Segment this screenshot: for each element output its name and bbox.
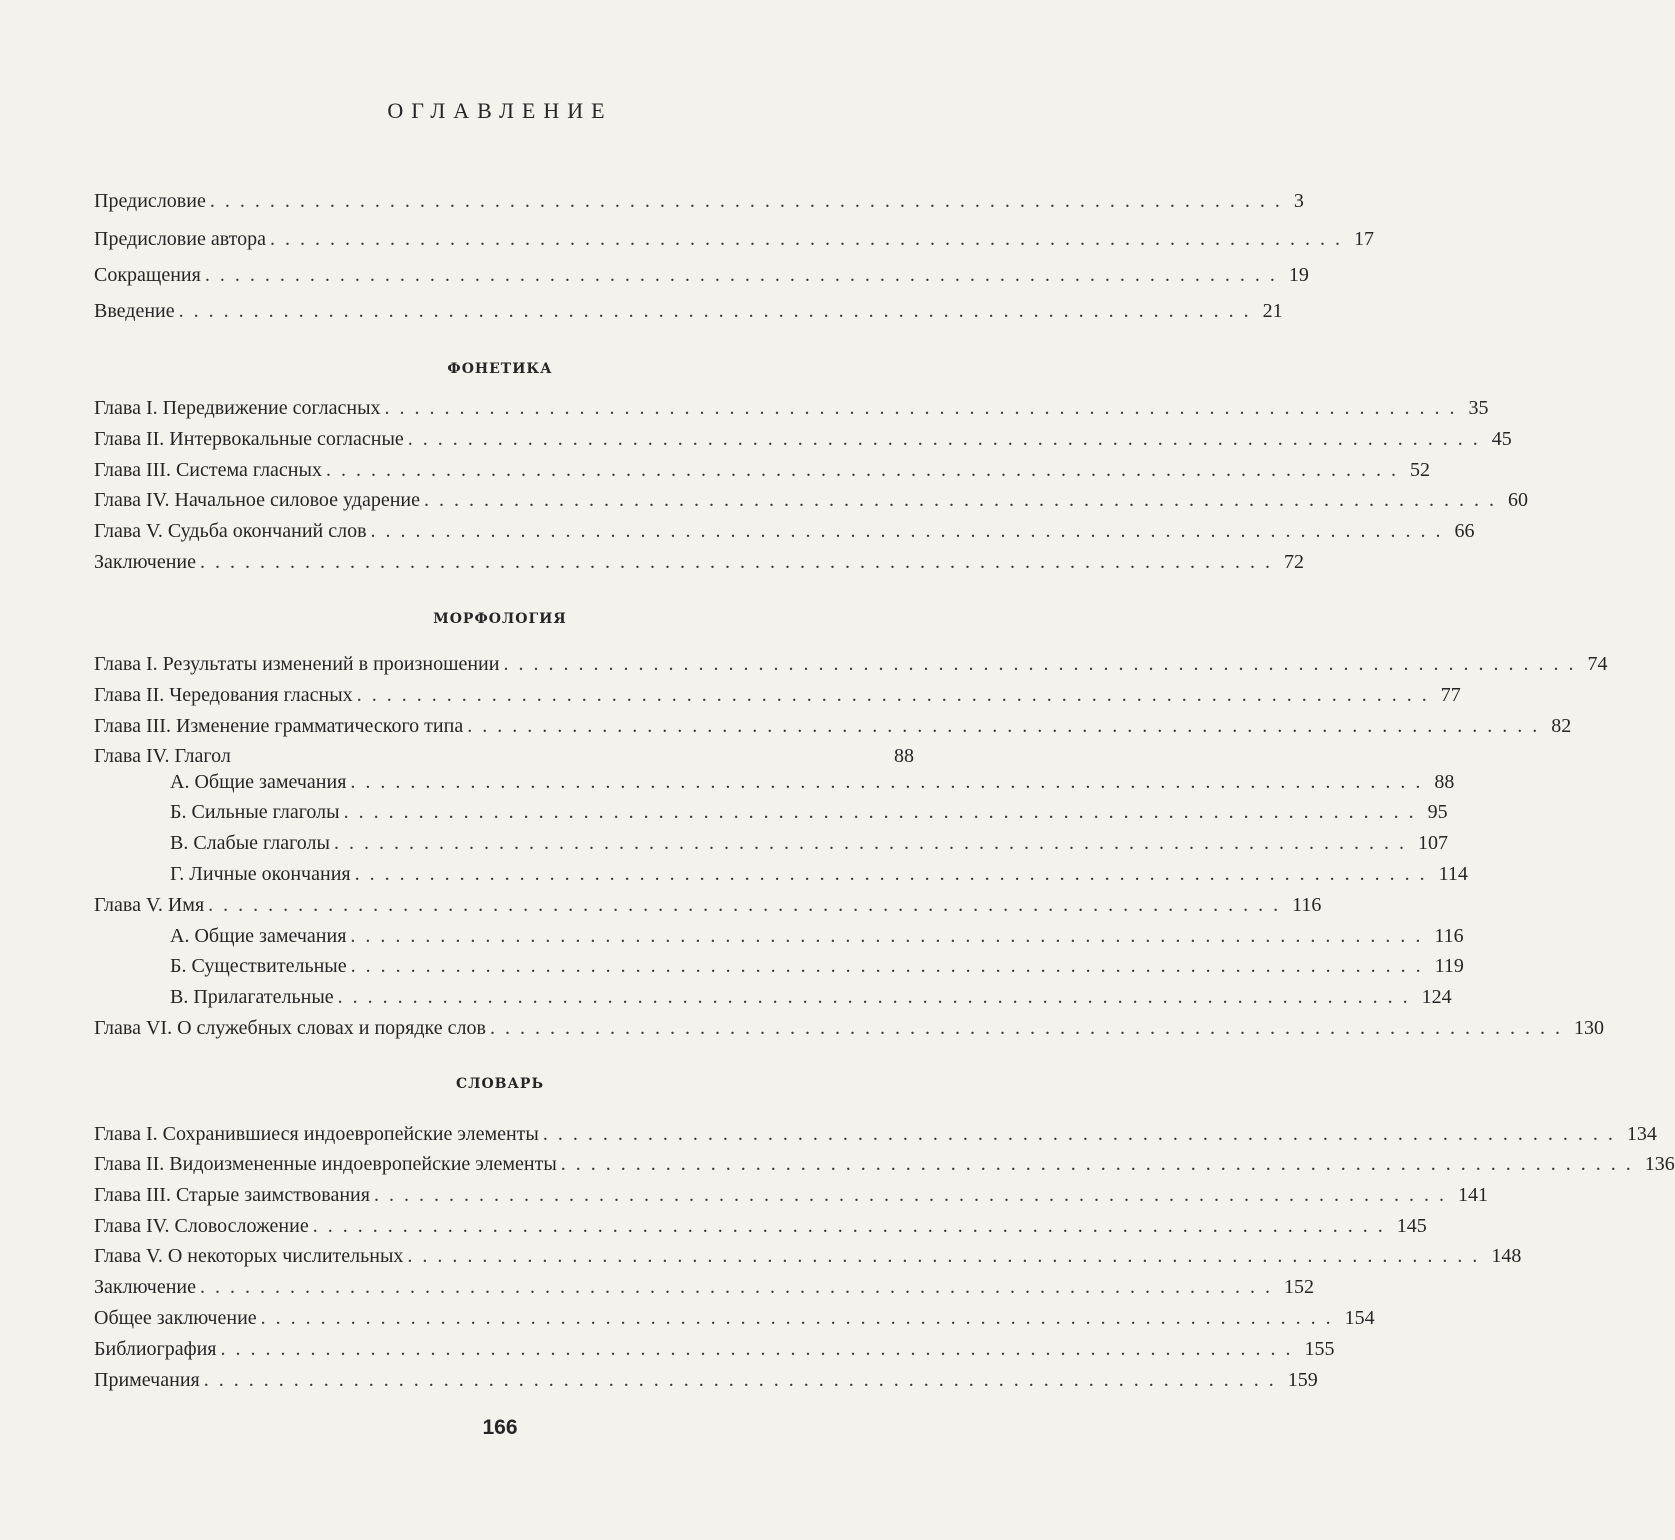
toc-entry-title: Глава I. Результаты изменений в произношении: [94, 653, 500, 675]
toc-entry-page: 130: [1573, 1017, 1604, 1039]
toc-entry-page: 45: [1491, 428, 1512, 450]
toc-entry-page: 17: [1354, 228, 1374, 250]
toc-entry: [94, 1274, 1314, 1300]
toc-entry: [94, 651, 1608, 677]
toc-entry: [94, 262, 1309, 288]
toc-entry: [94, 1213, 1427, 1239]
toc-entry: [94, 682, 1461, 708]
leader-dots: ........................................................................: [542, 1123, 1623, 1145]
toc-entry: [94, 1121, 1657, 1147]
section-heading-morphology: МОРФОЛОГИЯ: [433, 611, 567, 627]
toc-entry-title: А. Общие замечания: [170, 925, 347, 947]
toc-entry-title: В. Прилагательные: [170, 986, 334, 1008]
toc-entry: [94, 743, 914, 769]
toc-subentry: [170, 769, 1455, 795]
toc-entry-page: 21: [1262, 300, 1283, 322]
toc-entry-page: 134: [1626, 1123, 1657, 1145]
toc-entry-title: Глава IV. Начальное силовое ударение: [94, 489, 420, 511]
leader-dots: ........................................................................: [208, 894, 1289, 916]
leader-dots: ........................................................................: [354, 863, 1435, 885]
toc-entry-title: Глава IV. Глагол: [94, 745, 231, 767]
toc-entry: [94, 457, 1430, 483]
toc-entry: [94, 188, 1304, 214]
toc-entry-page: 148: [1491, 1245, 1522, 1267]
toc-entry-title: Примечания: [94, 1369, 200, 1391]
toc-entry-page: 119: [1434, 955, 1464, 977]
toc-entry-page: 52: [1409, 459, 1430, 481]
toc-entry-title: Глава III. Система гласных: [94, 459, 322, 481]
toc-entry-title: Глава V. О некоторых числительных: [94, 1245, 404, 1267]
section-heading-phonetics: ФОНЕТИКА: [447, 361, 553, 377]
toc-entry-title: Г. Личные окончания: [170, 863, 351, 885]
toc-entry-title: Предисловие: [94, 190, 206, 212]
leader-dots: ........................................................................: [407, 1245, 1488, 1267]
toc-entry-page: 19: [1288, 264, 1309, 286]
toc-entry-page: 3: [1293, 190, 1304, 212]
leader-dots: ........................................................................: [333, 832, 1414, 854]
toc-subentry: [170, 861, 1468, 887]
toc-entry-page: 124: [1421, 986, 1452, 1008]
toc-entry: [94, 892, 1322, 918]
toc-entry-title: Глава II. Интервокальные согласные: [94, 428, 404, 450]
toc-entry: [94, 1367, 1318, 1393]
toc-entry: [94, 298, 1283, 324]
toc-entry-page: 35: [1468, 397, 1489, 419]
toc-entry-page: 145: [1396, 1215, 1427, 1237]
toc-entry-title: Глава I. Передвижение согласных: [94, 397, 381, 419]
toc-entry: [94, 549, 1304, 575]
toc-entry: [94, 1336, 1335, 1362]
page-number: 166: [482, 1416, 518, 1439]
toc-entry: [94, 1305, 1375, 1331]
toc-entry: [94, 1151, 1675, 1177]
toc-entry-page: 107: [1417, 832, 1448, 854]
toc-entry-title: Общее заключение: [94, 1307, 257, 1329]
toc-entry-title: Глава V. Судьба окончаний слов: [94, 520, 367, 542]
leader-dots: ........................................................................: [200, 1276, 1280, 1298]
leader-dots: ........................................................................: [178, 300, 1259, 322]
toc-entry-title: Глава V. Имя: [94, 894, 205, 916]
leader-dots: ........................................................................: [220, 1338, 1301, 1360]
leader-dots: ........................................................................: [373, 1184, 1454, 1206]
leader-dots: ........................................................................: [407, 428, 1488, 450]
toc-entry-page: 116: [1292, 894, 1322, 916]
toc-entry-page: 88: [1434, 771, 1455, 793]
toc-entry-title: Глава I. Сохранившиеся индоевропейские элементы: [94, 1123, 539, 1145]
toc-entry: [94, 226, 1374, 252]
toc-entry: [94, 487, 1528, 513]
page-title: ОГЛАВЛЕНИЕ: [387, 98, 613, 123]
toc-entry: [94, 1182, 1488, 1208]
toc-entry-title: Предисловие автора: [94, 228, 266, 250]
leader-dots: ........................................................................: [325, 459, 1406, 481]
leader-dots: ........................................................................: [424, 489, 1504, 511]
toc-entry-title: Глава II. Видоизмененные индоевропейские элементы: [94, 1153, 557, 1175]
leader-dots: ........................................................................: [204, 264, 1285, 286]
toc-entry-page: 82: [1551, 715, 1572, 737]
leader-dots: ........................................................................: [370, 520, 1451, 542]
leader-dots: ........................................................................: [356, 684, 1437, 706]
toc-entry-title: Глава III. Старые заимствования: [94, 1184, 370, 1206]
toc-entry-title: В. Слабые глаголы: [170, 832, 330, 854]
toc-entry-page: 114: [1438, 863, 1468, 885]
leader-dots: ........................................................................: [209, 190, 1290, 212]
toc-entry-page: 141: [1457, 1184, 1488, 1206]
toc-entry-page: 60: [1508, 489, 1528, 511]
toc-subentry: [170, 830, 1448, 856]
toc-entry-title: Глава II. Чередования гласных: [94, 684, 353, 706]
toc-entry-title: Библиография: [94, 1338, 217, 1360]
leader-dots: ........................................................................: [560, 1153, 1641, 1175]
toc-entry-title: Б. Сильные глаголы: [170, 801, 340, 823]
toc-entry-page: 155: [1304, 1338, 1335, 1360]
toc-entry-title: Введение: [94, 300, 175, 322]
leader-dots: ........................................................................: [260, 1307, 1341, 1329]
leader-dots: ........................................................................: [343, 801, 1424, 823]
leader-dots: ........................................................................: [489, 1017, 1570, 1039]
toc-subentry: [170, 984, 1452, 1010]
toc-entry-title: Б. Существительные: [170, 955, 347, 977]
toc-entry: [94, 426, 1512, 452]
toc-subentry: [170, 923, 1464, 949]
toc-entry-title: Сокращения: [94, 264, 201, 286]
toc-entry-title: Заключение: [94, 1276, 196, 1298]
toc-entry-title: Глава III. Изменение грамматического типа: [94, 715, 464, 737]
toc-entry-page: 159: [1287, 1369, 1318, 1391]
leader-dots: ........................................................................: [337, 986, 1418, 1008]
leader-dots: ........................................................................: [503, 653, 1584, 675]
section-heading-vocabulary: СЛОВАРЬ: [455, 1076, 545, 1092]
toc-entry-title: Заключение: [94, 551, 196, 573]
toc-entry: [94, 518, 1475, 544]
toc-entry-page: 154: [1344, 1307, 1375, 1329]
toc-entry-title: Глава VI. О служебных словах и порядке слов: [94, 1017, 486, 1039]
toc-entry-page: 74: [1587, 653, 1608, 675]
toc-entry-page: 152: [1284, 1276, 1314, 1298]
leader-dots: ........................................................................: [270, 228, 1350, 250]
leader-dots: ........................................................................: [203, 1369, 1284, 1391]
toc-entry-page: 66: [1454, 520, 1475, 542]
toc-subentry: [170, 953, 1464, 979]
toc-entry-page: 72: [1284, 551, 1304, 573]
toc-entry-page: 77: [1440, 684, 1461, 706]
toc-entry-title: Глава IV. Словосложение: [94, 1215, 309, 1237]
toc-entry: [94, 1015, 1604, 1041]
toc-subentry: [170, 799, 1448, 825]
leader-dots: ........................................................................: [350, 955, 1431, 977]
leader-dots: ........................................................................: [312, 1215, 1393, 1237]
toc-entry-page: 116: [1434, 925, 1464, 947]
toc-entry-title: А. Общие замечания: [170, 771, 347, 793]
toc-entry: [94, 713, 1572, 739]
leader-dots: ........................................................................: [467, 715, 1548, 737]
toc-entry-page: 136: [1644, 1153, 1675, 1175]
toc-entry: [94, 395, 1489, 421]
toc-entry: [94, 1243, 1522, 1269]
toc-entry-page: 95: [1427, 801, 1448, 823]
leader-dots: ........................................................................: [350, 925, 1431, 947]
leader-dots: ........................................................................: [350, 771, 1431, 793]
leader-dots: ........................................................................: [200, 551, 1280, 573]
leader-dots: ........................................................................: [384, 397, 1465, 419]
toc-entry-page: 88: [894, 745, 914, 767]
